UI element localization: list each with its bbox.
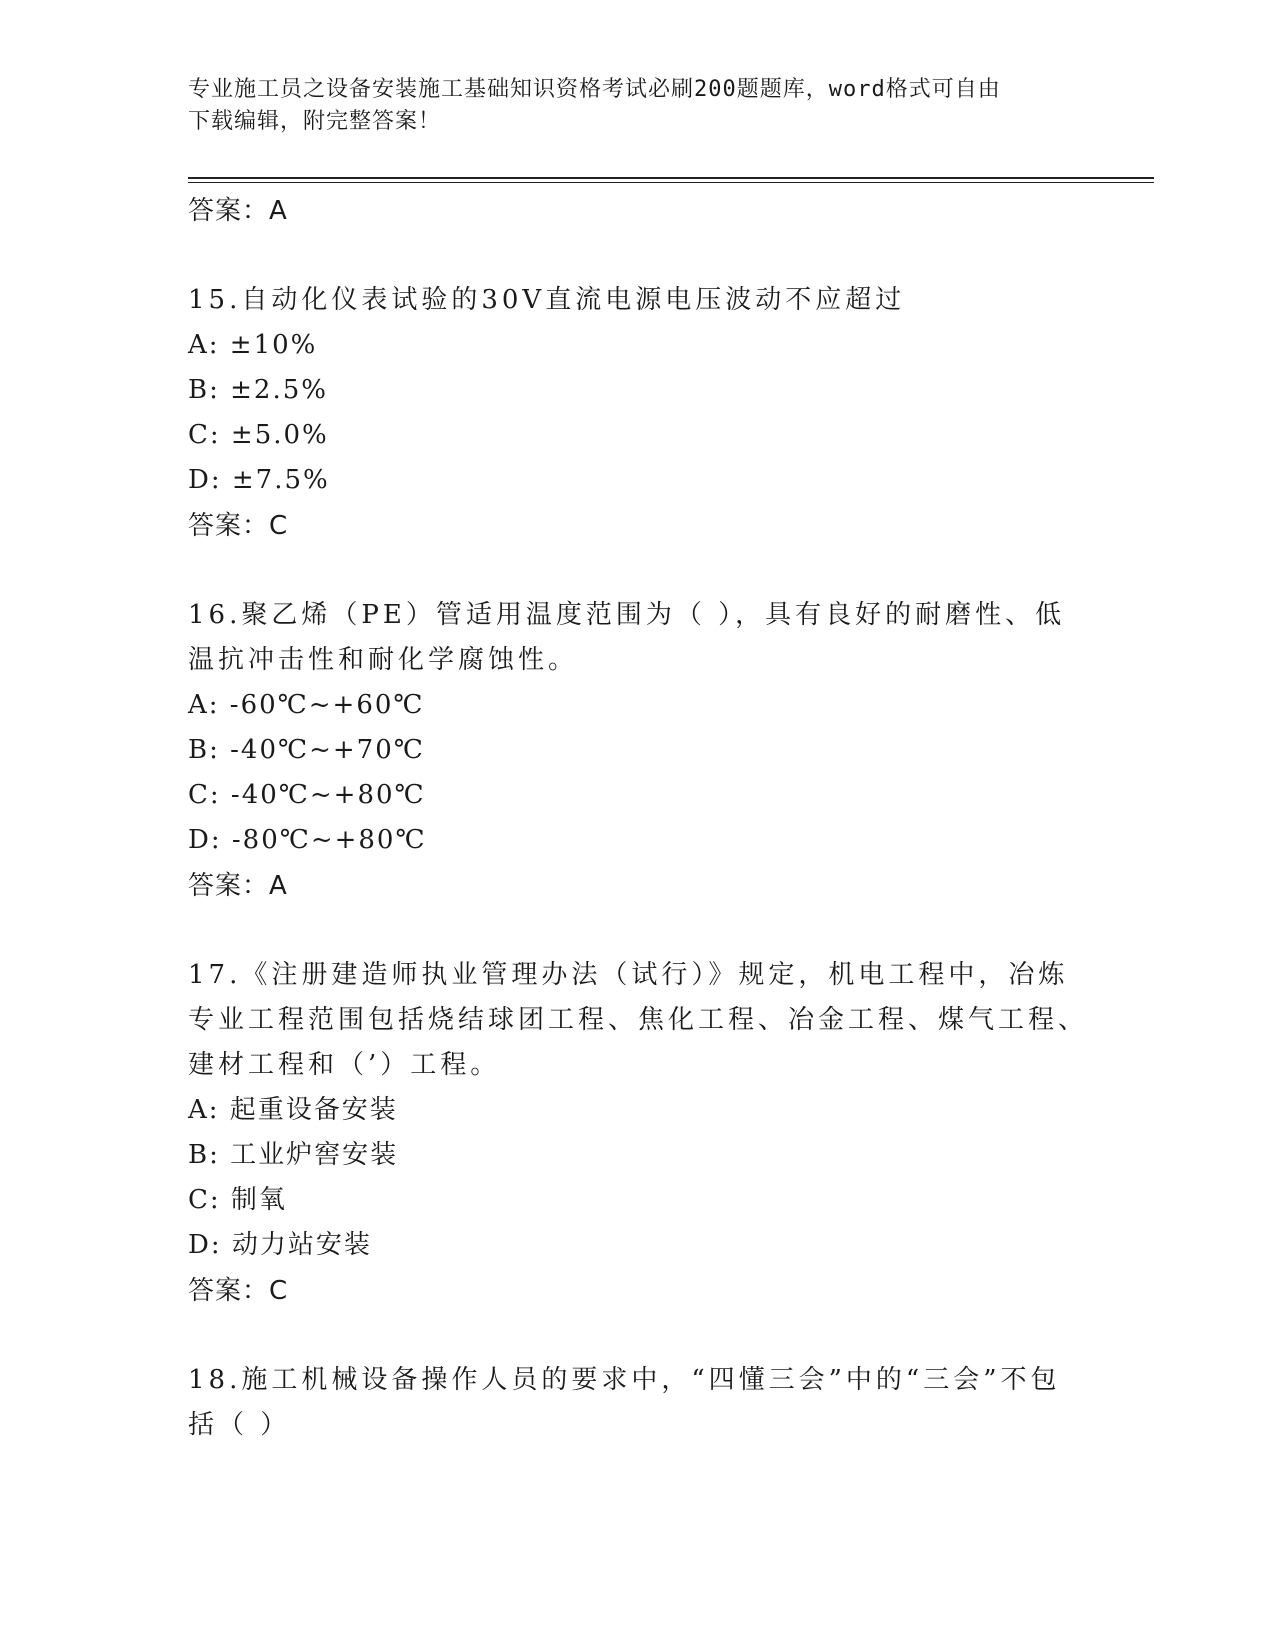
option-c: C: 制氧: [188, 1185, 287, 1215]
question-stem: 15.自动化仪表试验的30V直流电源电压波动不应超过: [188, 285, 906, 315]
question-stem: 18.施工机械设备操作人员的要求中，“四懂三会”中的“三会”不包括（ ）: [188, 1365, 1061, 1440]
question-stem: 16.聚乙烯（PE）管适用温度范围为（ ），具有良好的耐磨性、低温抗冲击性和耐化学腐蚀性。: [188, 600, 1066, 675]
option-a: A: -60℃~+60℃: [188, 690, 425, 720]
header-divider-thick: [188, 177, 1154, 179]
header-divider-thin: [188, 182, 1154, 183]
answer-line: 答案：A: [188, 871, 288, 901]
question-16: [188, 593, 1088, 909]
option-d: D: ±7.5%: [188, 465, 330, 495]
option-c: C: ±5.0%: [188, 420, 329, 450]
question-list: [188, 188, 1088, 1448]
header-line-2: 下载编辑，附完整答案！: [188, 109, 442, 134]
answer-line: 答案：A: [188, 196, 288, 226]
question-15: [188, 278, 1088, 549]
question-18: [188, 1358, 1088, 1448]
option-c: C: -40℃~+80℃: [188, 780, 426, 810]
document-header: [188, 74, 1068, 138]
option-b: B: ±2.5%: [188, 375, 328, 405]
option-d: D: 动力站安装: [188, 1230, 372, 1260]
answer-line: 答案：C: [188, 1276, 289, 1306]
question-17: [188, 953, 1088, 1314]
option-b: B: -40℃~+70℃: [188, 735, 425, 765]
option-a: A: 起重设备安装: [188, 1095, 398, 1125]
option-b: B: 工业炉窖安装: [188, 1140, 399, 1170]
option-d: D: -80℃~+80℃: [188, 825, 427, 855]
header-line-1: 专业施工员之设备安装施工基础知识资格考试必刷200题题库，word格式可自由: [188, 77, 1001, 102]
question-stem: 17.《注册建造师执业管理办法（试行）》规定，机电工程中，冶炼专业工程范围包括烧结球团工程、焦化工程、冶金工程、煤气工程、建材工程和（’）工程。: [188, 960, 1089, 1080]
option-a: A: ±10%: [188, 330, 318, 360]
answer-line: 答案：C: [188, 511, 289, 541]
